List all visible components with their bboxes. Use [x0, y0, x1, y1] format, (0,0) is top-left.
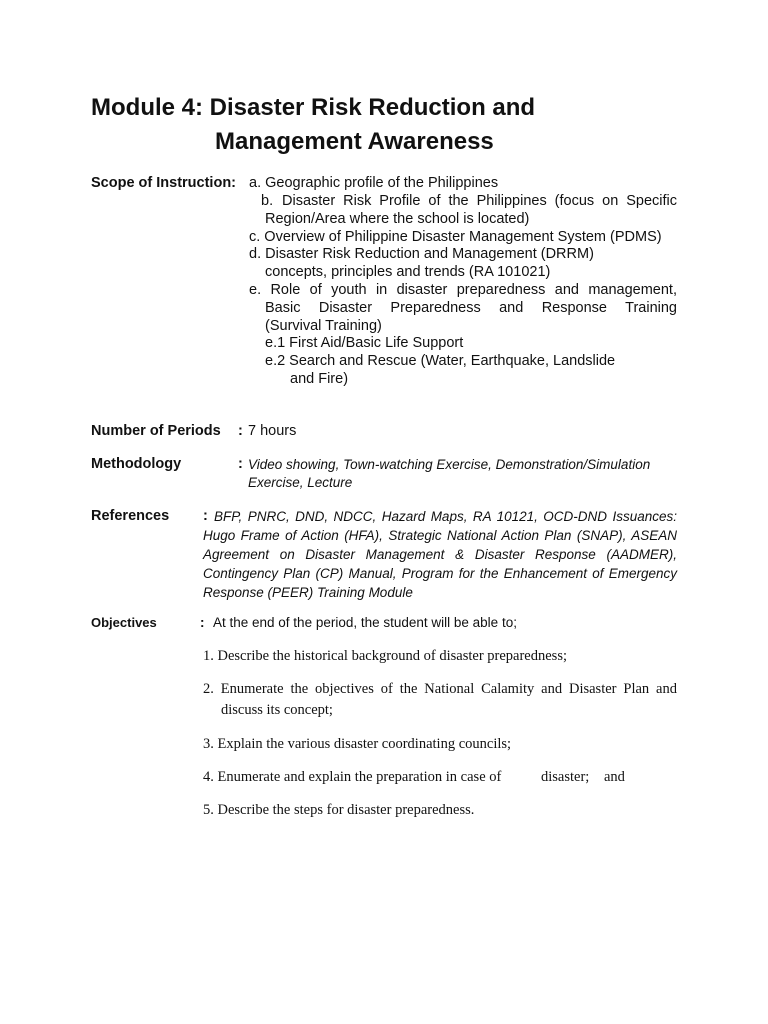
scope-label: Scope of Instruction: [91, 175, 236, 191]
objectives-colon: : [200, 615, 205, 630]
periods-value: 7 hours [248, 423, 297, 439]
scope-item-b-marker: b. [261, 193, 274, 209]
references-label: References [91, 508, 170, 524]
objective-item-2-line-1: 2. Enumerate the objectives of the National Calamity and Disaster Plan and [203, 681, 677, 697]
scope-item-e1: e.1 First Aid/Basic Life Support [265, 335, 464, 351]
references-line-4: Contingency Plan (CP) Manual, Program for the Enhancement of Emergency [203, 566, 677, 581]
scope-item-e-line-1: e. Role of youth in disaster preparedness and management, [249, 282, 677, 298]
scope-item-e-line-2: Basic Disaster Preparedness and Response Training [265, 300, 677, 316]
page-title-line-2: Management Awareness [215, 128, 494, 155]
scope-item-e-line-3: (Survival Training) [265, 318, 382, 334]
scope-item-e2-line-2: and Fire) [290, 371, 349, 387]
scope-item-b-line-2: Region/Area where the school is located) [265, 211, 530, 227]
methodology-line-2: Exercise, Lecture [248, 475, 353, 490]
periods-label: Number of Periods [91, 423, 221, 439]
methodology-line-1: Video showing, Town-watching Exercise, Demonstration/Simulation [248, 457, 651, 472]
references-line-2: Hugo Frame of Action (HFA), Strategic National Action Plan (SNAP), ASEAN [203, 528, 677, 543]
objective-item-4-part-1: 4. Enumerate and explain the preparation in case of [203, 769, 502, 785]
page-title-line-1: Module 4: Disaster Risk Reduction and [91, 94, 536, 121]
references-line-3: Agreement on Disaster Management & Disaster Response (AADMER), [203, 547, 677, 562]
objective-item-4-part-3: and [604, 769, 625, 785]
methodology-colon: : [238, 456, 243, 472]
objective-item-4-part-2: disaster; [541, 769, 590, 785]
scope-item-e2-line-1: e.2 Search and Rescue (Water, Earthquake, Landslide [265, 353, 616, 369]
objective-item-3: 3. Explain the various disaster coordinating councils; [203, 736, 512, 752]
objectives-intro: At the end of the period, the student will be able to; [213, 615, 517, 630]
objectives-label: Objectives [91, 615, 157, 630]
references-line-1: BFP, PNRC, DND, NDCC, Hazard Maps, RA 10121, OCD-DND Issuances: [214, 509, 677, 524]
scope-item-d-line-1: d. Disaster Risk Reduction and Management (DRRM) [249, 246, 594, 262]
scope-item-a: a. Geographic profile of the Philippines [249, 175, 499, 191]
objective-item-1: 1. Describe the historical background of disaster preparedness; [203, 648, 567, 664]
scope-item-c: c. Overview of Philippine Disaster Management System (PDMS) [249, 229, 662, 245]
objective-item-5: 5. Describe the steps for disaster preparedness. [203, 802, 475, 818]
scope-item-d-line-2: concepts, principles and trends (RA 101021) [265, 264, 551, 280]
scope-item-b-line-1: Disaster Risk Profile of the Philippines (focus on Specific [282, 193, 677, 209]
references-line-5: Response (PEER) Training Module [203, 585, 413, 600]
periods-colon: : [238, 423, 243, 439]
objective-item-2-line-2: discuss its concept; [221, 702, 333, 718]
references-colon: : [203, 508, 208, 524]
methodology-label: Methodology [91, 456, 182, 472]
